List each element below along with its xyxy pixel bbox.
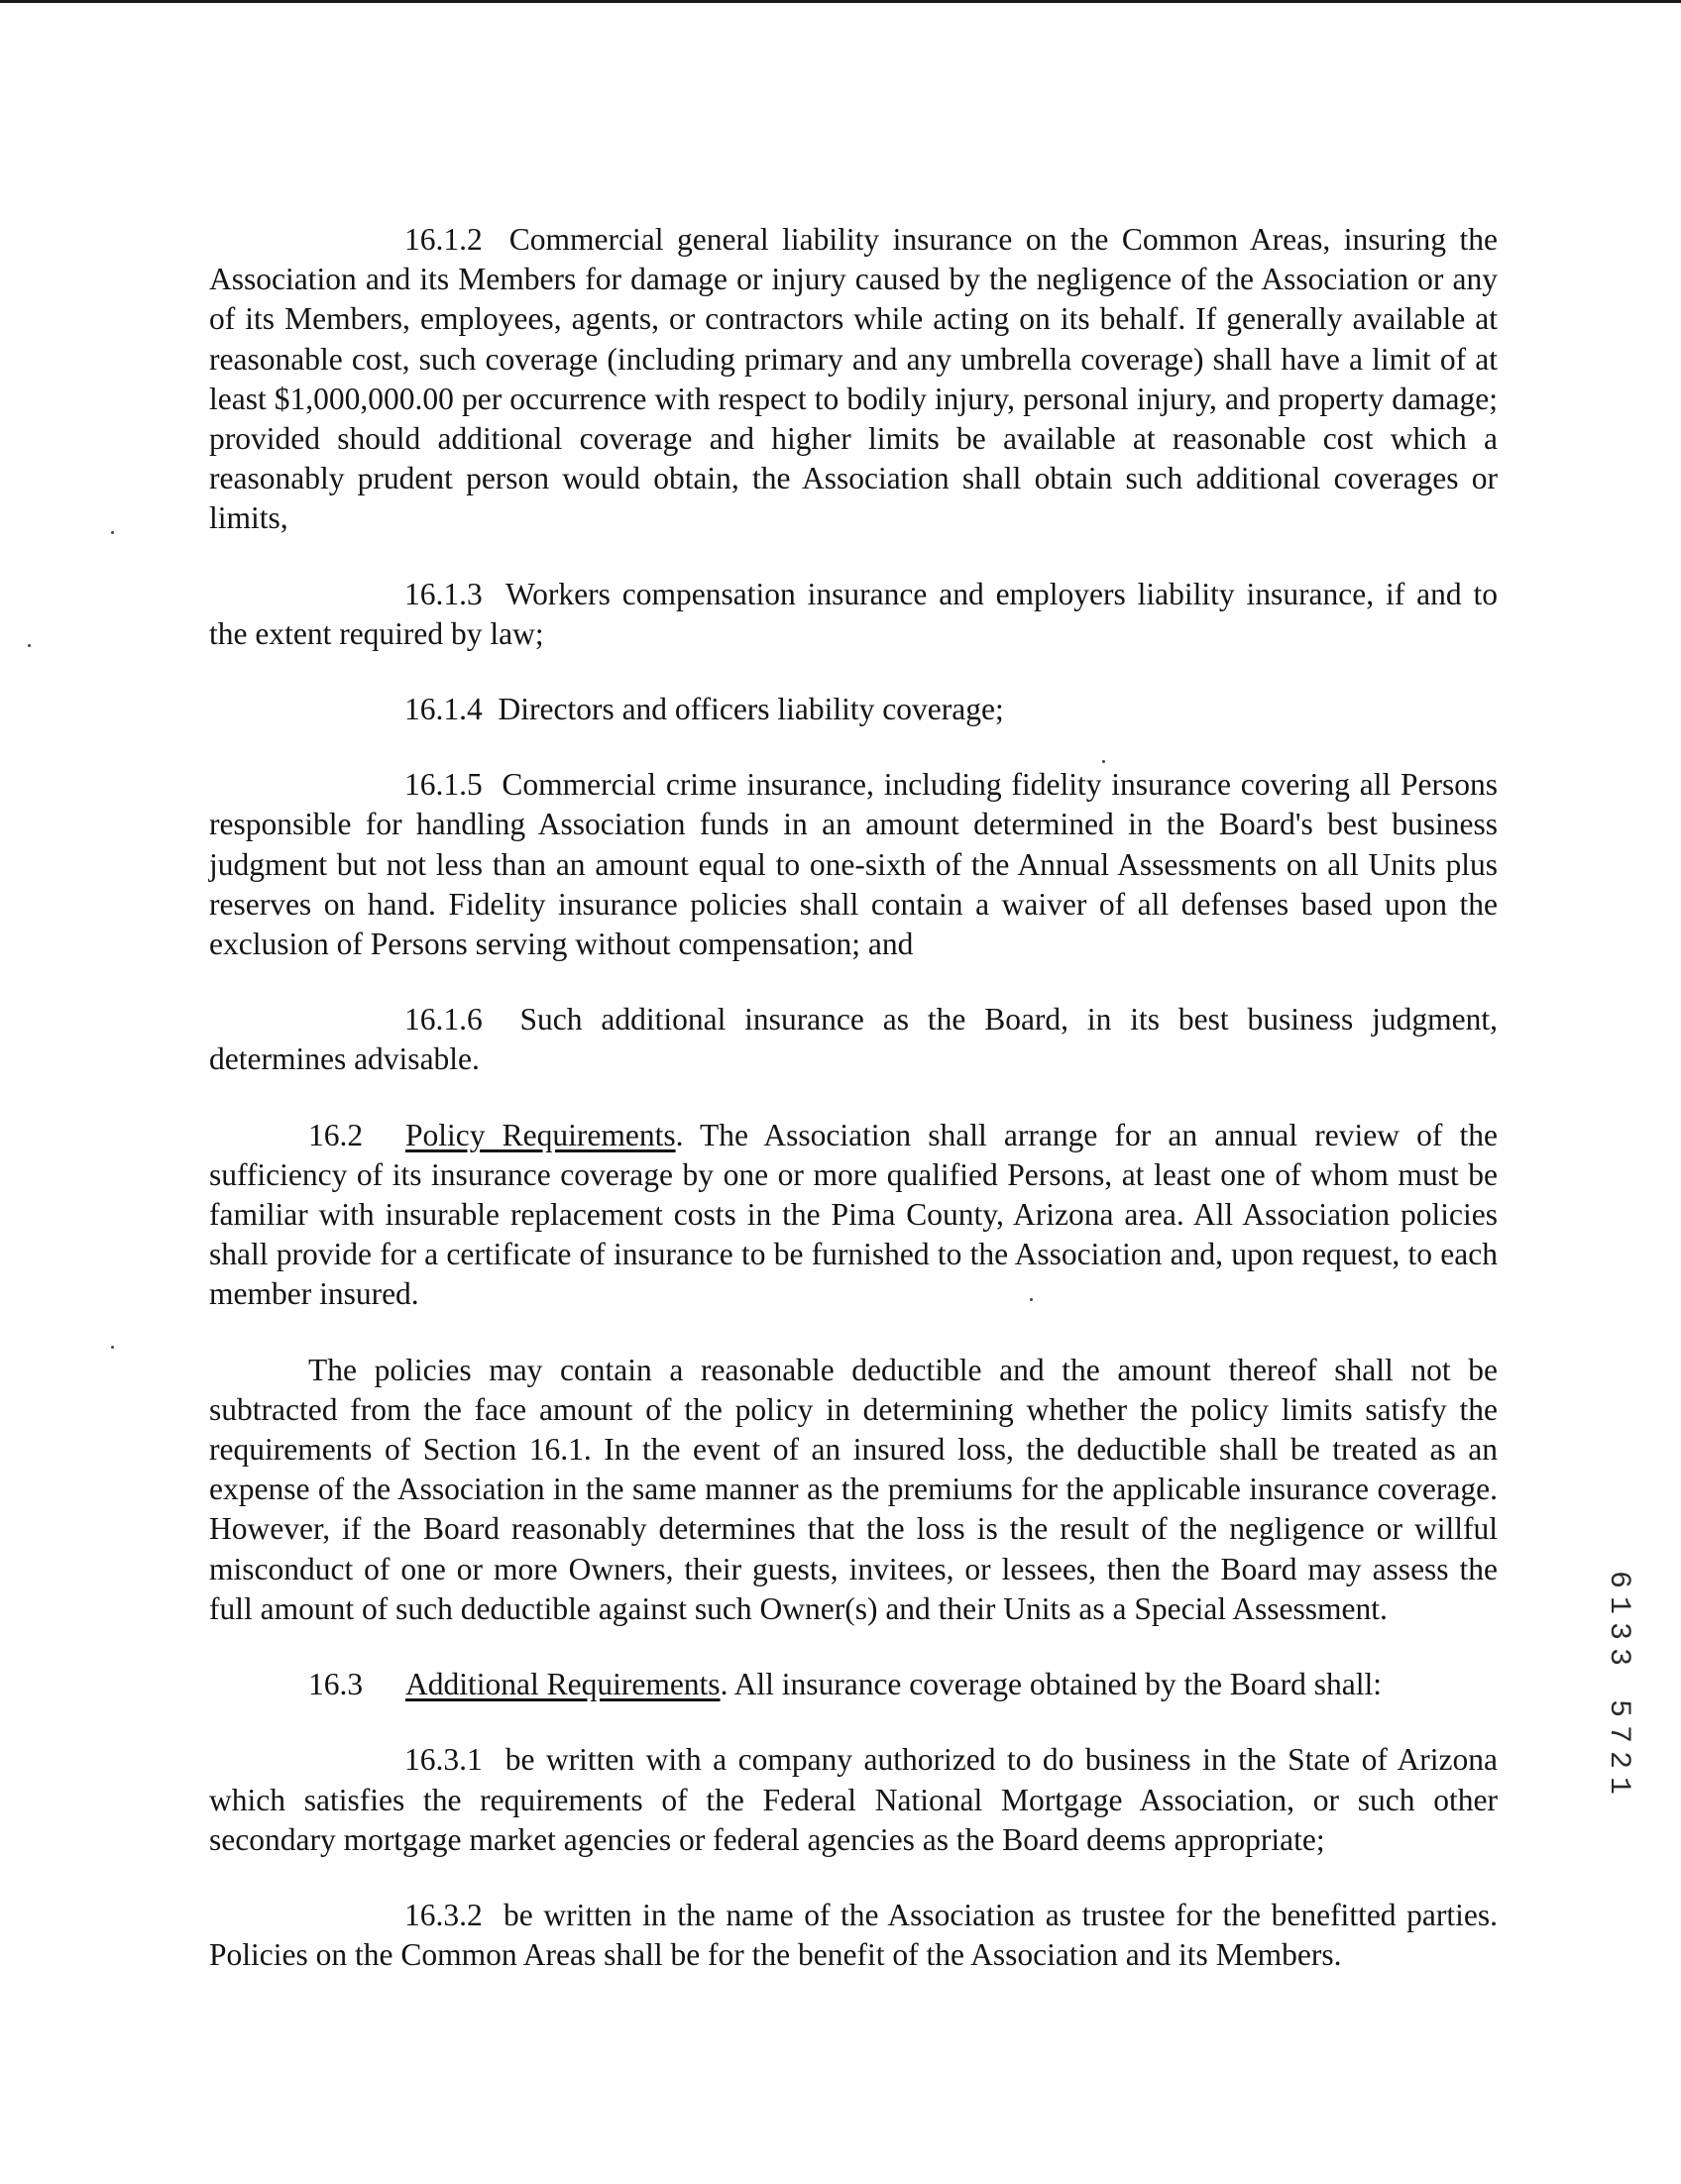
document-body — [209, 220, 1498, 2011]
recording-stamp: 6133 5721 — [1602, 1571, 1635, 1803]
clause-number: 16.1.4 — [404, 692, 483, 727]
deductible-paragraph — [209, 1351, 1498, 1629]
section-heading: Additional Requirements — [405, 1667, 721, 1702]
clause-text: be written in the name of the Association as trustee for the benefitted parties. Policies on the Common Areas shall be for the benefit of the Association and its Members. — [209, 1897, 1498, 1973]
scan-speck — [111, 531, 114, 534]
clause-text: Directors and officers liability coverage; — [498, 692, 1004, 727]
clause-number: 16.1.6 — [404, 1002, 483, 1037]
paragraph-16-1-6 — [209, 1000, 1498, 1079]
clause-text: Commercial crime insurance, including fidelity insurance covering all Persons responsible for handling Association funds in an amount determined in the Board's best business judgment but not less than an amount equal to one-sixth of the Annual Assessments on all Units plus reserves on hand. Fidelity insurance policies shall contain a waiver of all defenses based upon the exclusion of Persons serving without compensation; and — [209, 767, 1499, 962]
scan-speck — [28, 644, 31, 647]
clause-text: Such additional insurance as the Board, in its best business judgment, determines advisable. — [209, 1002, 1498, 1077]
section-16-3 — [209, 1665, 1498, 1704]
clause-number: 16.3.2 — [404, 1897, 483, 1932]
scan-speck — [111, 1346, 114, 1349]
paragraph-16-1-3 — [209, 575, 1498, 654]
section-text: . The Association shall arrange for an annual review of the sufficiency of its insurance coverage by one or more qualified Persons, at least one of whom must be familiar with insurable replacement costs in the Pima County, Arizona area. All Association policies shall provide for a certificate of insurance to be furnished to the Association and, upon request, to each member insured. — [209, 1117, 1498, 1312]
clause-number: 16.1.2 — [404, 222, 483, 257]
clause-number: 16.3.1 — [404, 1742, 483, 1778]
clause-text: Commercial general liability insurance on the Common Areas, insuring the Association and its Members for damage or injury caused by the negligence of the Association or any of its Members, employees, agents, or contractors while acting on its behalf. If generally available at reasonable cost, such coverage (including primary and any umbrella coverage) shall have a limit of at least $1,000,000.00 per occurrence with respect to bodily injury, personal injury, and property damage; provided should additional coverage and higher limits be available at reasonable cost which a reasonably prudent person would obtain, the Association shall obtain such additional coverages or limits, — [209, 222, 1499, 536]
paragraph-text: The policies may contain a reasonable deductible and the amount thereof shall not be subtracted from the face amount of the policy in determining whether the policy limits satisfy the requirements of Section 16.1. In the event of an insured loss, the deductible shall be treated as an expense of the Association in the same manner as the premiums for the applicable insurance coverage. However, if the Board reasonably determines that the loss is the result of the negligence or willful misconduct of one or more Owners, their guests, invitees, or lessees, then the Board may assess the full amount of such deductible against such Owner(s) and their Units as a Special Assessment. — [209, 1352, 1498, 1626]
section-number: 16.3 — [308, 1667, 364, 1702]
section-heading: Policy Requirements — [405, 1117, 676, 1152]
clause-number: 16.1.5 — [404, 767, 483, 803]
clause-number: 16.1.3 — [404, 576, 483, 611]
scan-speck — [1030, 1298, 1033, 1301]
paragraph-16-1-2 — [209, 220, 1498, 539]
scan-speck — [1102, 760, 1105, 763]
clause-text: Workers compensation insurance and employers liability insurance, if and to the extent required by law; — [209, 576, 1499, 651]
paragraph-16-3-1 — [209, 1740, 1498, 1860]
section-text: . All insurance coverage obtained by the Board shall: — [720, 1667, 1382, 1702]
paragraph-16-3-2 — [209, 1896, 1498, 1975]
page-top-edge — [0, 0, 1681, 3]
paragraph-16-1-5 — [209, 765, 1498, 964]
clause-text: be written with a company authorized to do business in the State of Arizona which satisfies the requirements of the Federal National Mortgage Association, or such other secondary mortgage market agencies or federal agencies as the Board deems appropriate; — [209, 1742, 1498, 1857]
section-16-2 — [209, 1116, 1498, 1315]
section-number: 16.2 — [308, 1117, 364, 1152]
paragraph-16-1-4 — [209, 690, 1498, 729]
